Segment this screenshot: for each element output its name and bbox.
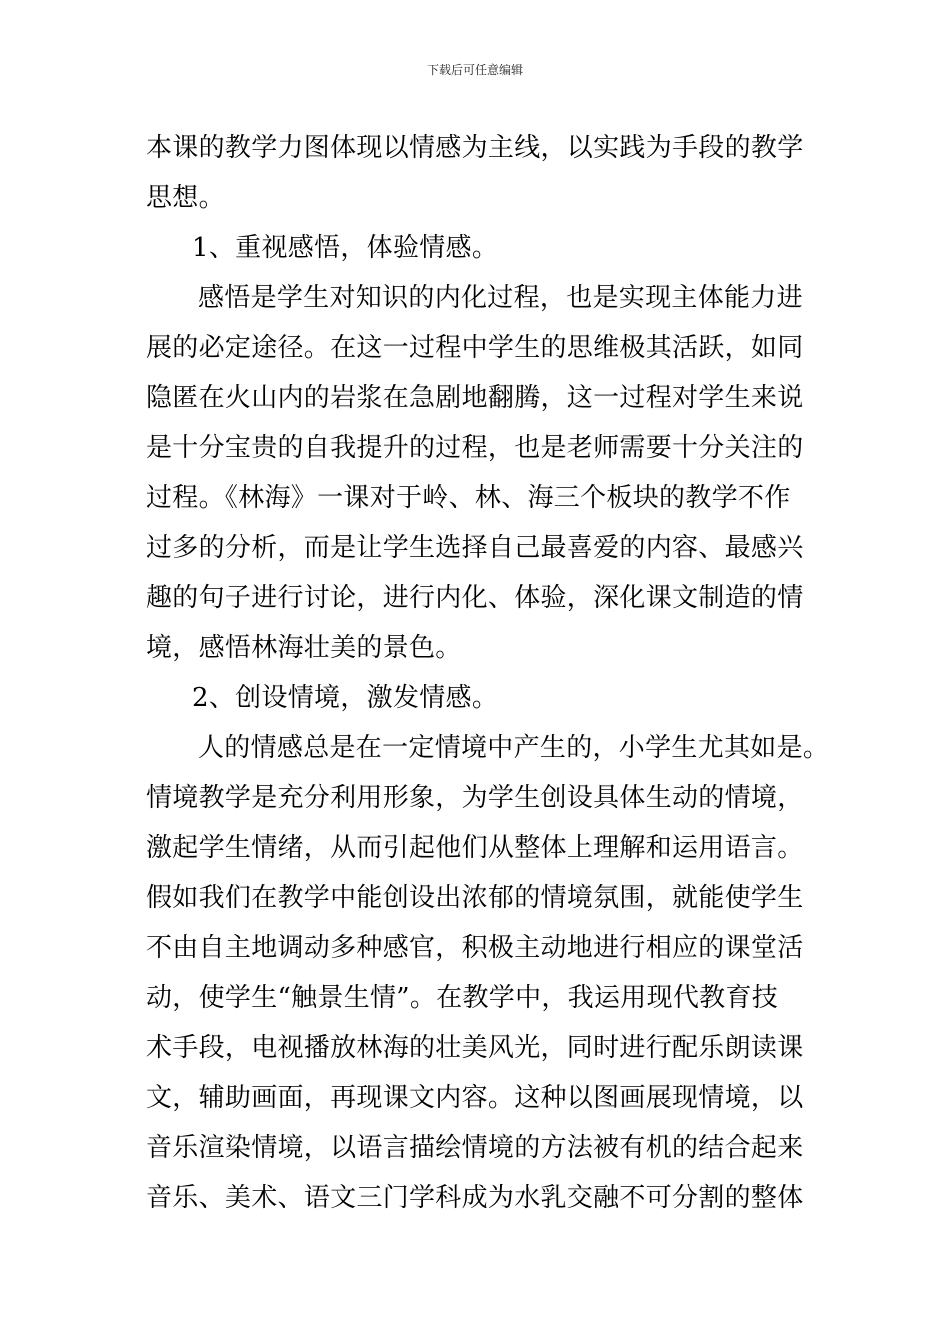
section-heading: 2、创设情境，激发情感。 xyxy=(192,683,499,713)
text-line: 过多的分析，而是让学生选择自己最喜爱的内容、最感兴 xyxy=(146,533,804,563)
paragraph-start: 人的情感总是在一定情境中产生的，小学生尤其如是。 xyxy=(198,733,830,763)
text-line: 激起学生情绪，从而引起他们从整体上理解和运用语言。 xyxy=(146,833,804,863)
text-line: 趣的句子进行讨论，进行内化、体验，深化课文制造的情 xyxy=(146,583,804,613)
text-line: 境，感悟林海壮美的景色。 xyxy=(146,633,462,663)
text-line: 不由自主地调动多种感官，积极主动地进行相应的课堂活 xyxy=(146,933,804,963)
text-line: 术手段，电视播放林海的壮美风光，同时进行配乐朗读课 xyxy=(146,1033,804,1063)
text-line: 过程。《林海》一课对于岭、林、海三个板块的教学不作 xyxy=(146,483,791,513)
text-line: 本课的教学力图体现以情感为主线，以实践为手段的教学 xyxy=(146,133,804,163)
text-line: 文，辅助画面，再现课文内容。这种以图画展现情境，以 xyxy=(146,1083,804,1113)
page-header: 下载后可任意编辑 xyxy=(426,63,523,77)
text-line: 音乐渲染情境，以语言描绘情境的方法被有机的结合起来 xyxy=(146,1133,804,1163)
text-line: 音乐、美术、语文三门学科成为水乳交融不可分割的整体 xyxy=(146,1183,804,1213)
text-line: 是十分宝贵的自我提升的过程，也是老师需要十分关注的 xyxy=(146,433,804,463)
text-line: 假如我们在教学中能创设出浓郁的情境氛围，就能使学生 xyxy=(146,883,804,913)
text-line: 思想。 xyxy=(146,183,225,213)
paragraph-start: 感悟是学生对知识的内化过程，也是实现主体能力进 xyxy=(198,283,803,313)
text-line: 隐匿在火山内的岩浆在急剧地翻腾，这一过程对学生来说 xyxy=(146,383,804,413)
text-line: 动，使学生“触景生情”。在教学中，我运用现代教育技 xyxy=(146,983,779,1013)
text-line: 情境教学是充分利用形象，为学生创设具体生动的情境， xyxy=(146,783,804,813)
section-heading: 1、重视感悟，体验情感。 xyxy=(192,233,499,263)
text-line: 展的必定途径。在这一过程中学生的思维极其活跃，如同 xyxy=(146,333,804,363)
